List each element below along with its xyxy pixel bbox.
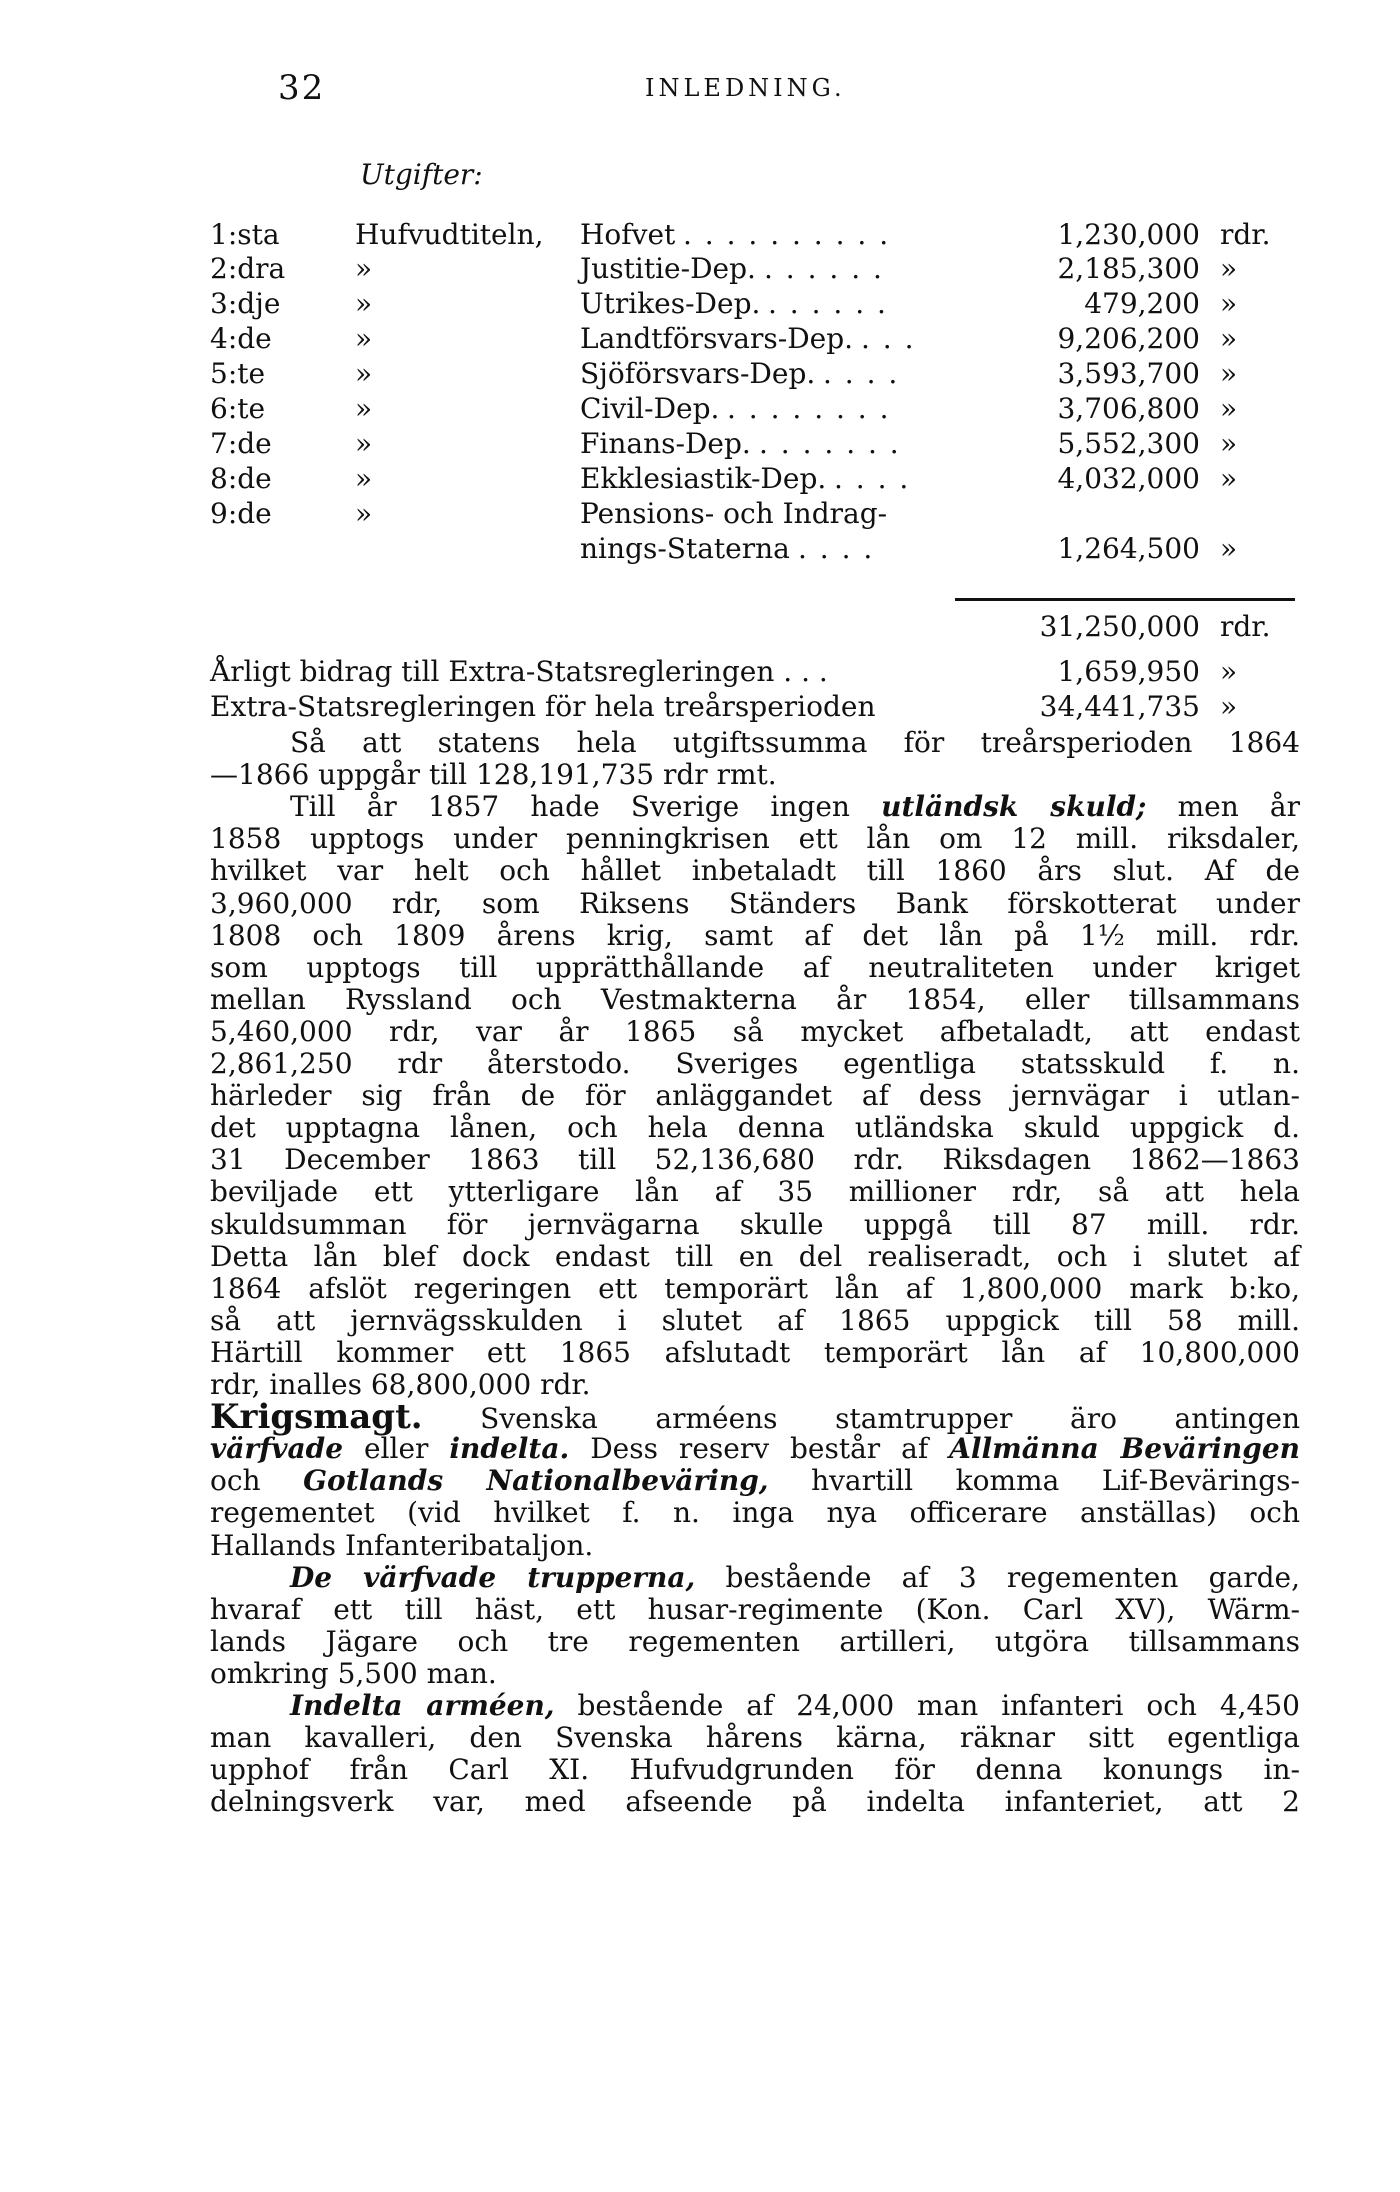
row-amount: 479,200 <box>1084 287 1200 320</box>
expenditure-row <box>210 392 1300 432</box>
total-amount: 31,250,000 <box>1039 610 1200 643</box>
text-run: upphof från Carl XI. Hufvudgrunden för denna konungs in- <box>210 1753 1300 1786</box>
text-run: eller <box>343 1432 450 1465</box>
row-amount: 1,264,500 <box>1057 532 1200 565</box>
emphasis: Allmänna Beväringen <box>949 1432 1300 1465</box>
text-run: —1866 uppgår till 128,191,735 rdr rmt. <box>210 758 777 791</box>
emphasis: värfvade <box>210 1432 344 1465</box>
text-run: 31 December 1863 till 52,136,680 rdr. Riksdagen 1862—1863 <box>210 1143 1300 1176</box>
expenditure-row <box>210 252 1300 292</box>
text-run: delningsverk var, med afseende på indelta infanteriet, att 2 <box>210 1785 1300 1818</box>
annual-contribution-row <box>210 655 1300 695</box>
expenditure-row <box>210 462 1300 502</box>
row-leader-dots: . . . . . . . . <box>727 392 891 425</box>
text-run: hvartill komma Lif-Bevärings- <box>768 1464 1300 1497</box>
annual-contribution-amount: 1,659,950 <box>1057 655 1200 688</box>
row-leader-dots: . . . <box>861 322 916 355</box>
text-run: lands Jägare och tre regementen artilleri, utgöra tillsammans <box>210 1625 1300 1658</box>
row-amount: 9,206,200 <box>1057 322 1200 355</box>
row-ordinal: 5:te <box>210 357 266 390</box>
row-title: » <box>355 462 373 495</box>
text-run: Härtill kommer ett 1865 afslutadt temporärt lån af 10,800,000 <box>210 1336 1300 1369</box>
row-leader-dots: . . . . . . . . . . <box>683 218 891 251</box>
row-unit: » <box>1220 252 1238 285</box>
row-leader-dots: . . . . <box>798 532 875 565</box>
text-run: Detta lån blef dock endast till en del realiseradt, och i slutet af <box>210 1240 1300 1273</box>
row-amount: 3,593,700 <box>1057 357 1200 390</box>
row-leader-dots: . . . . <box>823 357 900 390</box>
emphasis: indelta. <box>449 1432 570 1465</box>
running-head-title: INLEDNING. <box>645 74 846 102</box>
row-ordinal: 7:de <box>210 427 272 460</box>
row-unit: » <box>1220 322 1238 355</box>
expenditure-total-row <box>210 610 1300 650</box>
triennial-amount: 34,441,735 <box>1039 690 1200 723</box>
row-department: Civil-Dep. <box>580 392 720 425</box>
text-run: Svenska arméens stamtrupper äro antingen <box>422 1402 1300 1435</box>
row-unit: » <box>1220 357 1238 390</box>
expenditure-label: Utgifter: <box>360 158 483 191</box>
text-run: omkring 5,500 man. <box>210 1657 497 1690</box>
text-run: 1858 upptogs under penningkrisen ett lån om 12 mill. riksdaler, <box>210 822 1300 855</box>
row-amount: 4,032,000 <box>1057 462 1200 495</box>
row-title: » <box>355 287 373 320</box>
text-run: hvaraf ett till häst, ett husar-regimente (Kon. Carl XV), Wärm- <box>210 1593 1300 1626</box>
text-run: Hallands Infanteribataljon. <box>210 1529 594 1562</box>
row-ordinal: 8:de <box>210 462 272 495</box>
expenditure-row <box>210 497 1300 537</box>
emphasis: Gotlands Nationalbeväring, <box>303 1464 769 1497</box>
row-ordinal: 3:dje <box>210 287 281 320</box>
row-department: Finans-Dep. <box>580 427 751 460</box>
row-amount: 3,706,800 <box>1057 392 1200 425</box>
expenditure-row <box>210 532 1300 572</box>
text-run: men år <box>1146 790 1300 823</box>
row-department: Ekklesiastik-Dep. <box>580 462 827 495</box>
text-run: bestående af 24,000 man infanteri och 4,450 <box>554 1689 1300 1722</box>
text-run: beviljade ett ytterligare lån af 35 millioner rdr, så att hela <box>210 1175 1300 1208</box>
row-title: » <box>355 427 373 460</box>
text-run: rdr, inalles 68,800,000 rdr. <box>210 1368 591 1401</box>
triennial-label: Extra-Statsregleringen för hela treårsperioden <box>210 690 876 723</box>
emphasis: De värfvade trupperna, <box>290 1561 696 1594</box>
text-run: och <box>210 1464 304 1497</box>
text-run: mellan Ryssland och Vestmakterna år 1854, eller tillsammans <box>210 983 1300 1016</box>
row-unit: » <box>1220 287 1238 320</box>
row-department: Landtförsvars-Dep. <box>580 322 854 355</box>
row-department: Utrikes-Dep. <box>580 287 761 320</box>
text-run: härleder sig från de för anläggandet af dess jernvägar i utlan- <box>210 1079 1300 1112</box>
row-ordinal: 2:dra <box>210 252 286 285</box>
row-department: nings-Staterna <box>580 532 790 565</box>
row-ordinal: 6:te <box>210 392 266 425</box>
text-run: som upptogs till upprätthållande af neutraliteten under kriget <box>210 951 1300 984</box>
row-leader-dots: . . . . <box>834 462 911 495</box>
text-run: hvilket var helt och hållet inbetaladt till 1860 års slut. Af de <box>210 854 1300 887</box>
annual-contribution-unit: » <box>1220 655 1238 688</box>
row-leader-dots: . . . . . . <box>764 252 884 285</box>
text-run: 1864 afslöt regeringen ett temporärt lån af 1,800,000 mark b:ko, <box>210 1272 1300 1305</box>
emphasis: Indelta arméen, <box>290 1689 555 1722</box>
row-unit: rdr. <box>1220 218 1271 251</box>
row-unit: » <box>1220 532 1238 565</box>
row-title: Hufvudtiteln, <box>355 218 544 251</box>
row-title: » <box>355 322 373 355</box>
expenditure-row <box>210 287 1300 327</box>
triennial-unit: » <box>1220 690 1238 723</box>
row-title: » <box>355 252 373 285</box>
emphasis: utländsk skuld; <box>881 790 1147 823</box>
text-run: skuldsumman för jernvägarna skulle uppgå till 87 mill. rdr. <box>210 1208 1300 1241</box>
text-run: man kavalleri, den Svenska hårens kärna, räknar sitt egentliga <box>210 1721 1300 1754</box>
expenditure-row <box>210 357 1300 397</box>
text-run: bestående af 3 regementen garde, <box>695 1561 1300 1594</box>
running-head <box>0 68 1400 118</box>
text-run: 3,960,000 rdr, som Riksens Ständers Bank förskotterat under <box>210 887 1300 920</box>
text-run: regementet (vid hvilket f. n. inga nya officerare anställas) och <box>210 1496 1300 1529</box>
row-ordinal: 9:de <box>210 497 272 530</box>
row-amount: 5,552,300 <box>1057 427 1200 460</box>
total-unit: rdr. <box>1220 610 1271 643</box>
text-run: så att jernvägsskulden i slutet af 1865 uppgick till 58 mill. <box>210 1304 1300 1337</box>
text-run: 5,460,000 rdr, var år 1865 så mycket afbetaladt, att endast <box>210 1015 1300 1048</box>
annual-contribution-label: Årligt bidrag till Extra-Statsregleringen . . . <box>210 655 828 688</box>
text-run: Dess reserv består af <box>569 1432 950 1465</box>
text-run: Till år 1857 hade Sverige ingen <box>290 790 882 823</box>
row-leader-dots: . . . . . . . <box>759 427 901 460</box>
row-amount: 2,185,300 <box>1057 252 1200 285</box>
row-ordinal: 4:de <box>210 322 272 355</box>
row-ordinal: 1:sta <box>210 218 280 251</box>
page-number: 32 <box>278 68 326 108</box>
row-unit: » <box>1220 427 1238 460</box>
section-heading: Krigsmagt. <box>210 1397 423 1437</box>
row-title: » <box>355 357 373 390</box>
text-run: Så att statens hela utgiftssumma för treårsperioden 1864 <box>290 726 1300 759</box>
total-rule <box>955 598 1295 601</box>
text-run: 1808 och 1809 årens krig, samt af det lån på 1½ mill. rdr. <box>210 919 1300 952</box>
text-line <box>210 1782 1300 1822</box>
row-department: Justitie-Dep. <box>580 252 756 285</box>
row-department: Hofvet <box>580 218 676 251</box>
expenditure-row <box>210 322 1300 362</box>
row-department: Pensions- och Indrag- <box>580 497 888 530</box>
row-title: » <box>355 497 373 530</box>
row-unit: » <box>1220 392 1238 425</box>
row-leader-dots: . . . . . . <box>768 287 888 320</box>
row-department: Sjöförsvars-Dep. <box>580 357 816 390</box>
row-title: » <box>355 392 373 425</box>
row-unit: » <box>1220 462 1238 495</box>
row-amount: 1,230,000 <box>1057 218 1200 251</box>
expenditure-row <box>210 427 1300 467</box>
text-run: det upptagna lånen, och hela denna utländska skuld uppgick d. <box>210 1111 1300 1144</box>
text-run: 2,861,250 rdr återstodo. Sveriges egentliga statsskuld f. n. <box>210 1047 1300 1080</box>
